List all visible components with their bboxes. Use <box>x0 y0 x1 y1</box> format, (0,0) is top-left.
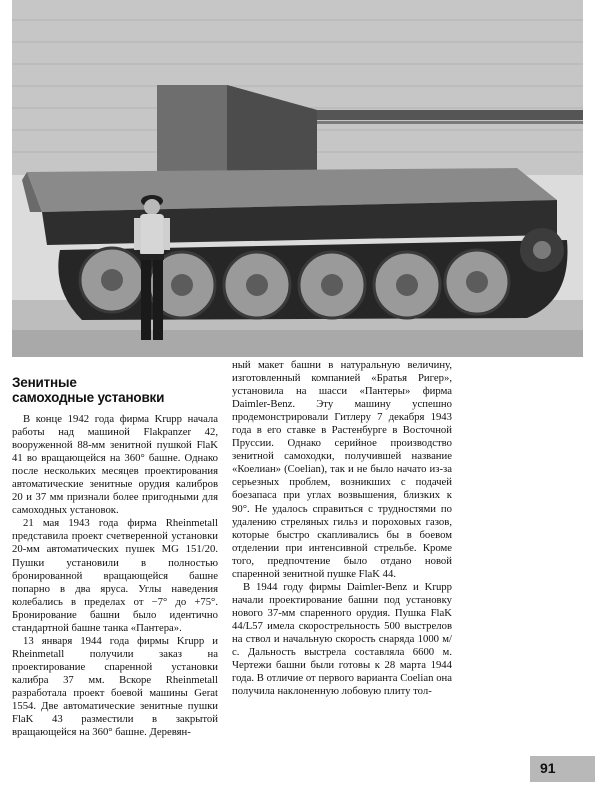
paragraph: ный макет башни в натуральную величину, изготовленный компанией «Братья Ригер», установила на шасси «Пантеры» фирма Daimler-Benz. Эту машину успешно продемонстрировали Гитлеру 7 декабря 1943 года в его ставке в Растенбурге в Восточной Пруссии. Однако серийное производство зенитной самоходки, получившей название «Коелиан» (Coelian), так и не было начато из-за серьезных проблем, возникших с подачей боезапаса при углах возвышения, близких к 90°. Не удалось справиться с трудностями по удалению стреляных гильз и пороховых газов, которые быстро скапливались бы в боевом отделении при интенсивной стрельбе. Кроме того, предпочтение было отдано новой спаренной зенитной пушке FlaK 44. <box>232 359 452 580</box>
heading-line-1: Зенитные <box>12 375 77 390</box>
paragraph: 21 мая 1943 года фирма Rheinmetall представила проект счетверенной установки 20-мм автоматических пушек MG 151/20. Пушки установили в полностью бронированной вращающейся башне попарно в два яруса. Углы наведения колебались в пределах от −7° до +75°. Бронирование башни было идентично стандартной башне танка «Пантера». <box>12 517 218 634</box>
paragraph: В конце 1942 года фирма Krupp начала работы над машиной Flakpanzer 42, вооруженной 88-мм зенитной пушкой FlaK 41 во вращающейся на 360° башне. Однако после нескольких месяцев проектирования автоматические зенитные орудия калибров 20 и 37 мм признали более пригодными для самоходных установок. <box>12 413 218 517</box>
tank-illustration <box>12 0 583 357</box>
section-heading <box>12 375 218 405</box>
page-number: 91 <box>540 760 556 776</box>
right-column <box>232 359 452 698</box>
paragraph: В 1944 году фирмы Daimler-Benz и Krupp начали проектирование башни под установку нового 37-мм спаренного орудия. Пушка FlaK 44/L57 имела скорострельность 500 выстрелов на ствол и начальную скорость снаряда 1000 м/с. Дальность выстрела составляла 6600 м. Чертежи башни были готовы к 28 марта 1944 года. В отличие от первого варианта Coelian она получила наклоненную лобовую плиту тол- <box>232 580 452 698</box>
page-number-tab <box>530 756 595 782</box>
paragraph: 13 января 1944 года фирмы Krupp и Rheinmetall получили заказ на проектирование спаренной установки калибра 37 мм. Вскоре Rheinmetall разработала проект боевой машины Gerat 1554. Две автоматические зенитные пушки FlaK 43 разместили в закрытой вращающейся на 360° башне. Деревян- <box>12 634 218 739</box>
left-column <box>12 363 218 739</box>
tank-photo <box>12 0 583 357</box>
heading-line-2: самоходные установки <box>12 390 165 405</box>
